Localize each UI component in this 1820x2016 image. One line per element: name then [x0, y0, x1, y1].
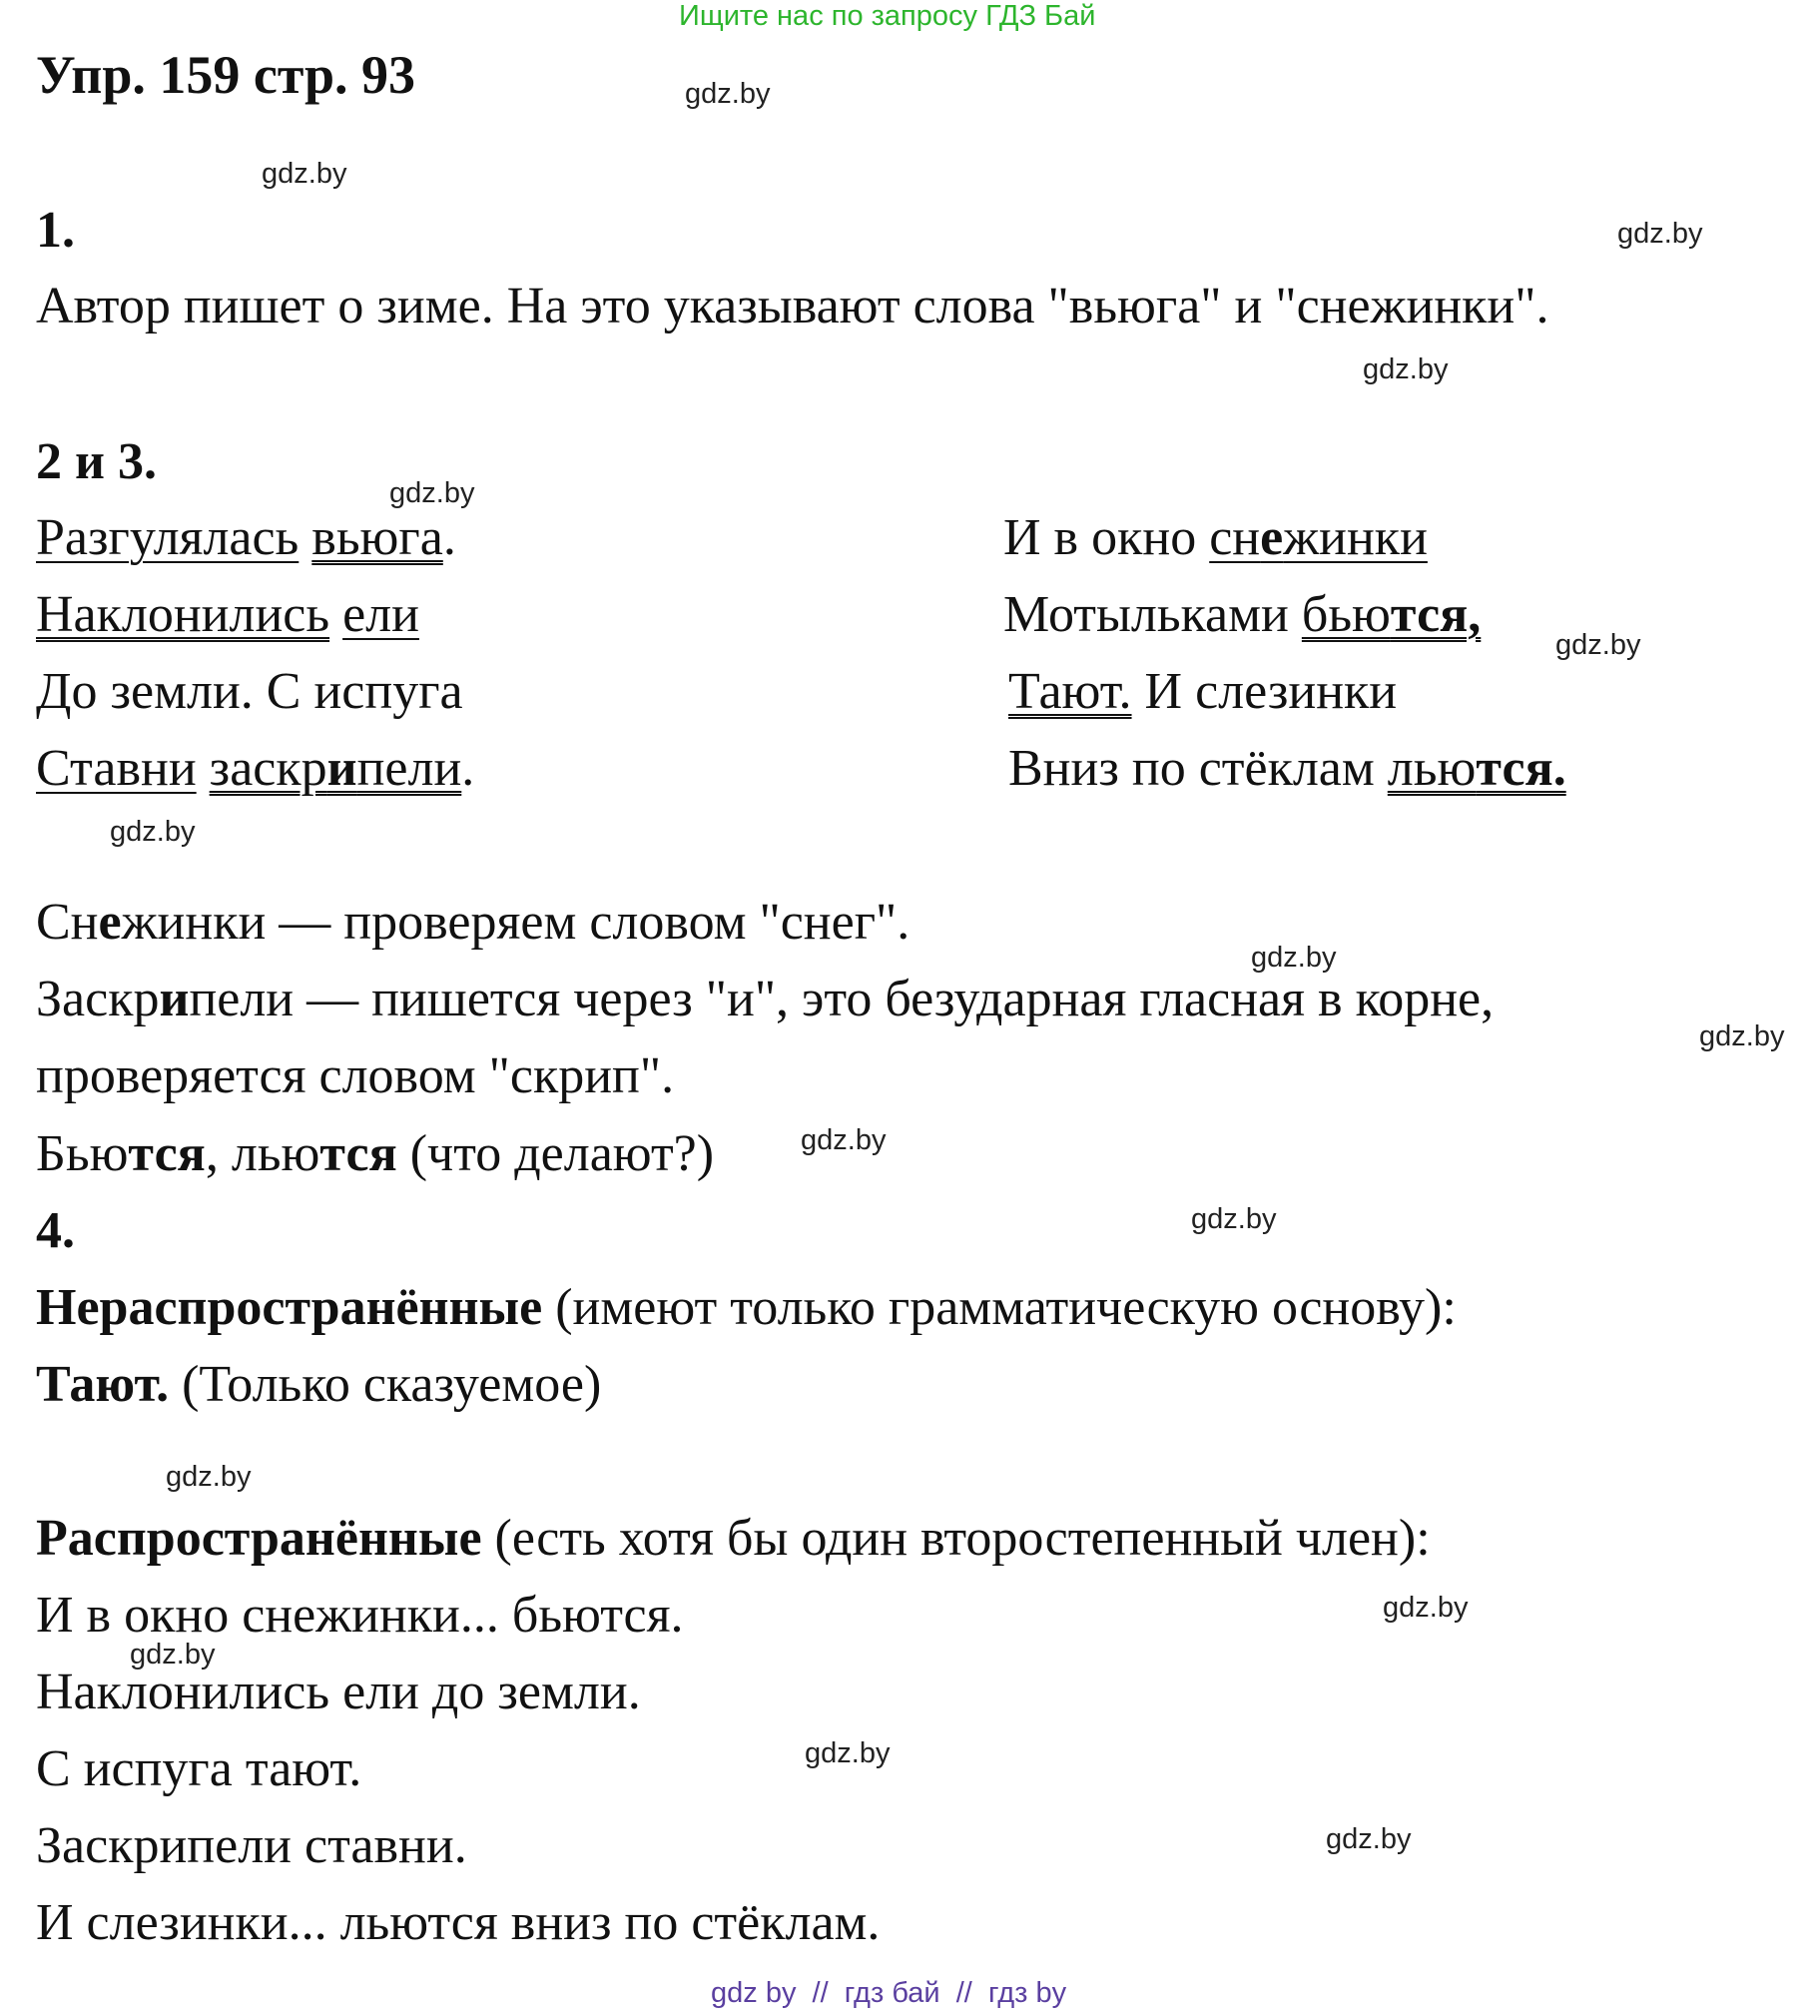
note-line-1: Снежинки — проверяем словом "снег". [36, 894, 910, 951]
extended-sentence: Наклонились ели до земли. [36, 1664, 641, 1720]
page-title: Упр. 159 стр. 93 [36, 45, 416, 105]
unextended-heading: Нераспространённые (имеют только грамматическую основу): [36, 1279, 1457, 1336]
watermark: gdz.by [110, 816, 196, 848]
poem-line-3: До земли. С испуга [36, 663, 463, 720]
extended-sentence: Заскрипели ставни. [36, 1817, 467, 1874]
watermark: gdz.by [130, 1639, 216, 1671]
predicate-word: заскрипели [209, 740, 462, 797]
extended-sentence: С испуга тают. [36, 1740, 362, 1797]
subject-word: снежинки [1209, 509, 1428, 566]
extended-sentence: И в окно снежинки... бьются. [36, 1587, 684, 1644]
section-4-number: 4. [36, 1202, 75, 1259]
note-line-4: Бьются, льются (что делают?) [36, 1125, 715, 1182]
poem-line-6: Мотыльками бьются, [1003, 586, 1482, 643]
watermark: gdz.by [1251, 942, 1337, 974]
top-banner[interactable]: Ищите нас по запросу ГДЗ Бай [679, 0, 1096, 32]
watermark: gdz.by [1326, 1823, 1412, 1855]
predicate-word: бьются, [1301, 586, 1482, 643]
poem-line-1: Разгулялась вьюга. [36, 509, 456, 566]
watermark: gdz.by [1383, 1592, 1469, 1624]
watermark: gdz.by [805, 1737, 891, 1769]
unextended-example: Тают. (Только сказуемое) [36, 1356, 602, 1413]
watermark: gdz.by [1191, 1203, 1277, 1235]
watermark: gdz.by [389, 477, 475, 509]
subject-word: ели [342, 586, 419, 643]
watermark: gdz.by [262, 158, 347, 190]
predicate-word: вьюга [311, 509, 443, 566]
section-23-number: 2 и 3. [36, 433, 157, 490]
subject-word: Ставни [36, 740, 197, 797]
section-1-number: 1. [36, 202, 75, 259]
watermark: gdz.by [1363, 353, 1449, 385]
note-line-3: проверяется словом "скрип". [36, 1047, 675, 1104]
poem-line-2 [36, 585, 419, 644]
watermark: gdz.by [1699, 1020, 1785, 1052]
watermark: gdz.by [1555, 629, 1641, 661]
watermark: gdz.by [1617, 218, 1703, 250]
watermark: gdz.by [801, 1124, 887, 1156]
extended-heading: Распространённые (есть хотя бы один второстепенный член): [36, 1510, 1431, 1567]
section-1-text: Автор пишет о зиме. На это указывают слова "вьюга" и "снежинки". [36, 278, 1549, 335]
poem-line-5: И в окно снежинки [1003, 509, 1428, 566]
predicate-word: льются. [1387, 740, 1566, 797]
footer-links[interactable]: gdz by // гдз бай // гдз by [711, 1977, 1067, 2009]
predicate-word: Наклонились [36, 586, 330, 643]
watermark: gdz.by [166, 1461, 252, 1493]
poem-line-7: Тают. И слезинки [1008, 663, 1398, 720]
note-line-2: Заскрипели — пишется через "и", это безударная гласная в корне, [36, 971, 1495, 1027]
poem-line-4: Ставни заскрипели. [36, 740, 475, 797]
extended-sentence: И слезинки... льются вниз по стёклам. [36, 1894, 881, 1951]
poem-line-8: Вниз по стёклам льются. [1008, 740, 1566, 797]
subject-word: Разгулялась [36, 509, 300, 566]
predicate-word: Тают. [1008, 663, 1132, 720]
watermark: gdz.by [685, 78, 771, 110]
